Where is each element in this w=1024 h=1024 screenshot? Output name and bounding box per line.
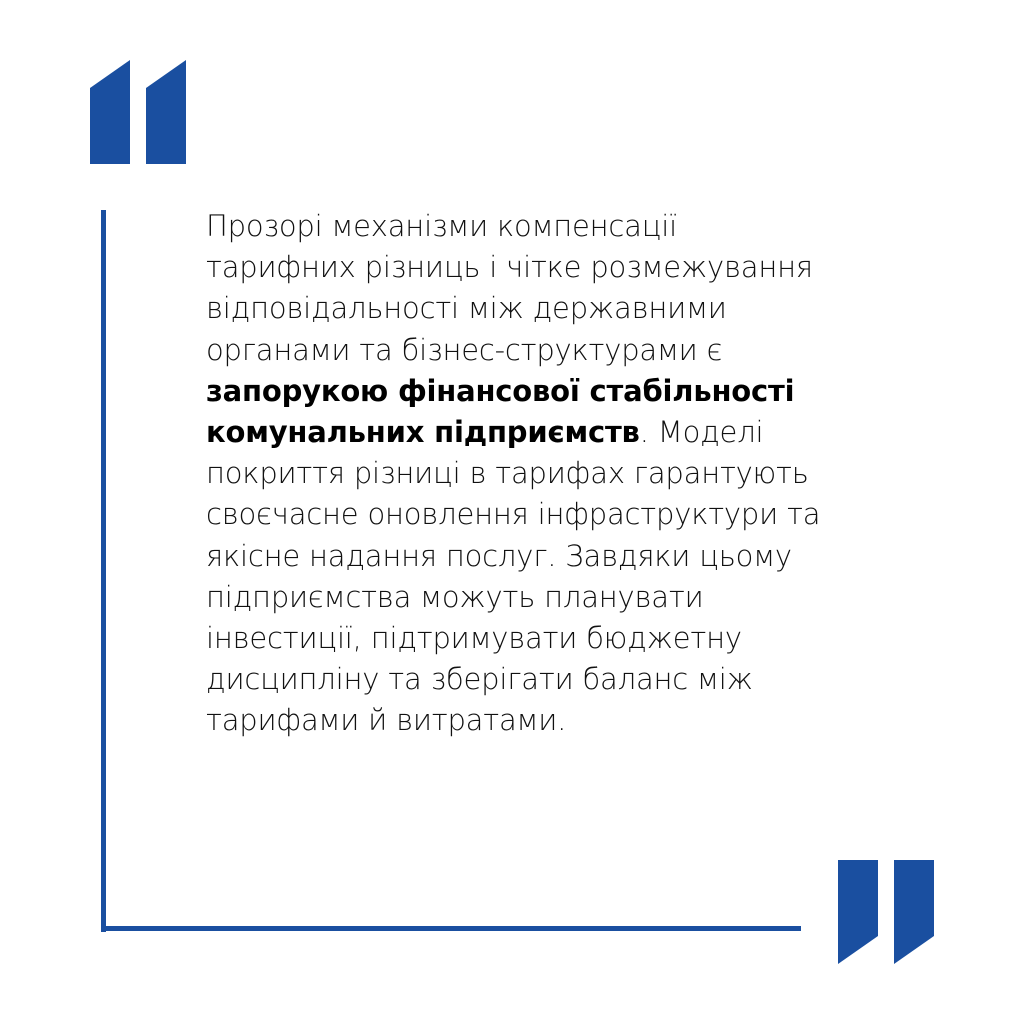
quote-emphasis-text: запорукою фінансової стабільності комунальних підприємств [206,373,795,450]
closing-quotation-mark-icon [838,860,934,964]
quote-rest-text: . Моделі покриття різниці в тарифах гарантують своєчасне оновлення інфраструктури та якісне надання послуг. Завдяки цьому підприємства можуть планувати інвестиції, підтримувати бюджетну дисципліну та зберігати баланс між тарифами й витратами. [206,415,821,738]
frame-left-border [101,210,106,932]
opening-quotation-mark-icon [90,60,186,164]
quote-body [206,206,826,742]
frame-bottom-border [101,926,801,931]
quote-lead-text: Прозорі механізми компенсації тарифних різниць і чітке розмежування відповідальності між державними органами та бізнес-структурами є [206,209,813,367]
